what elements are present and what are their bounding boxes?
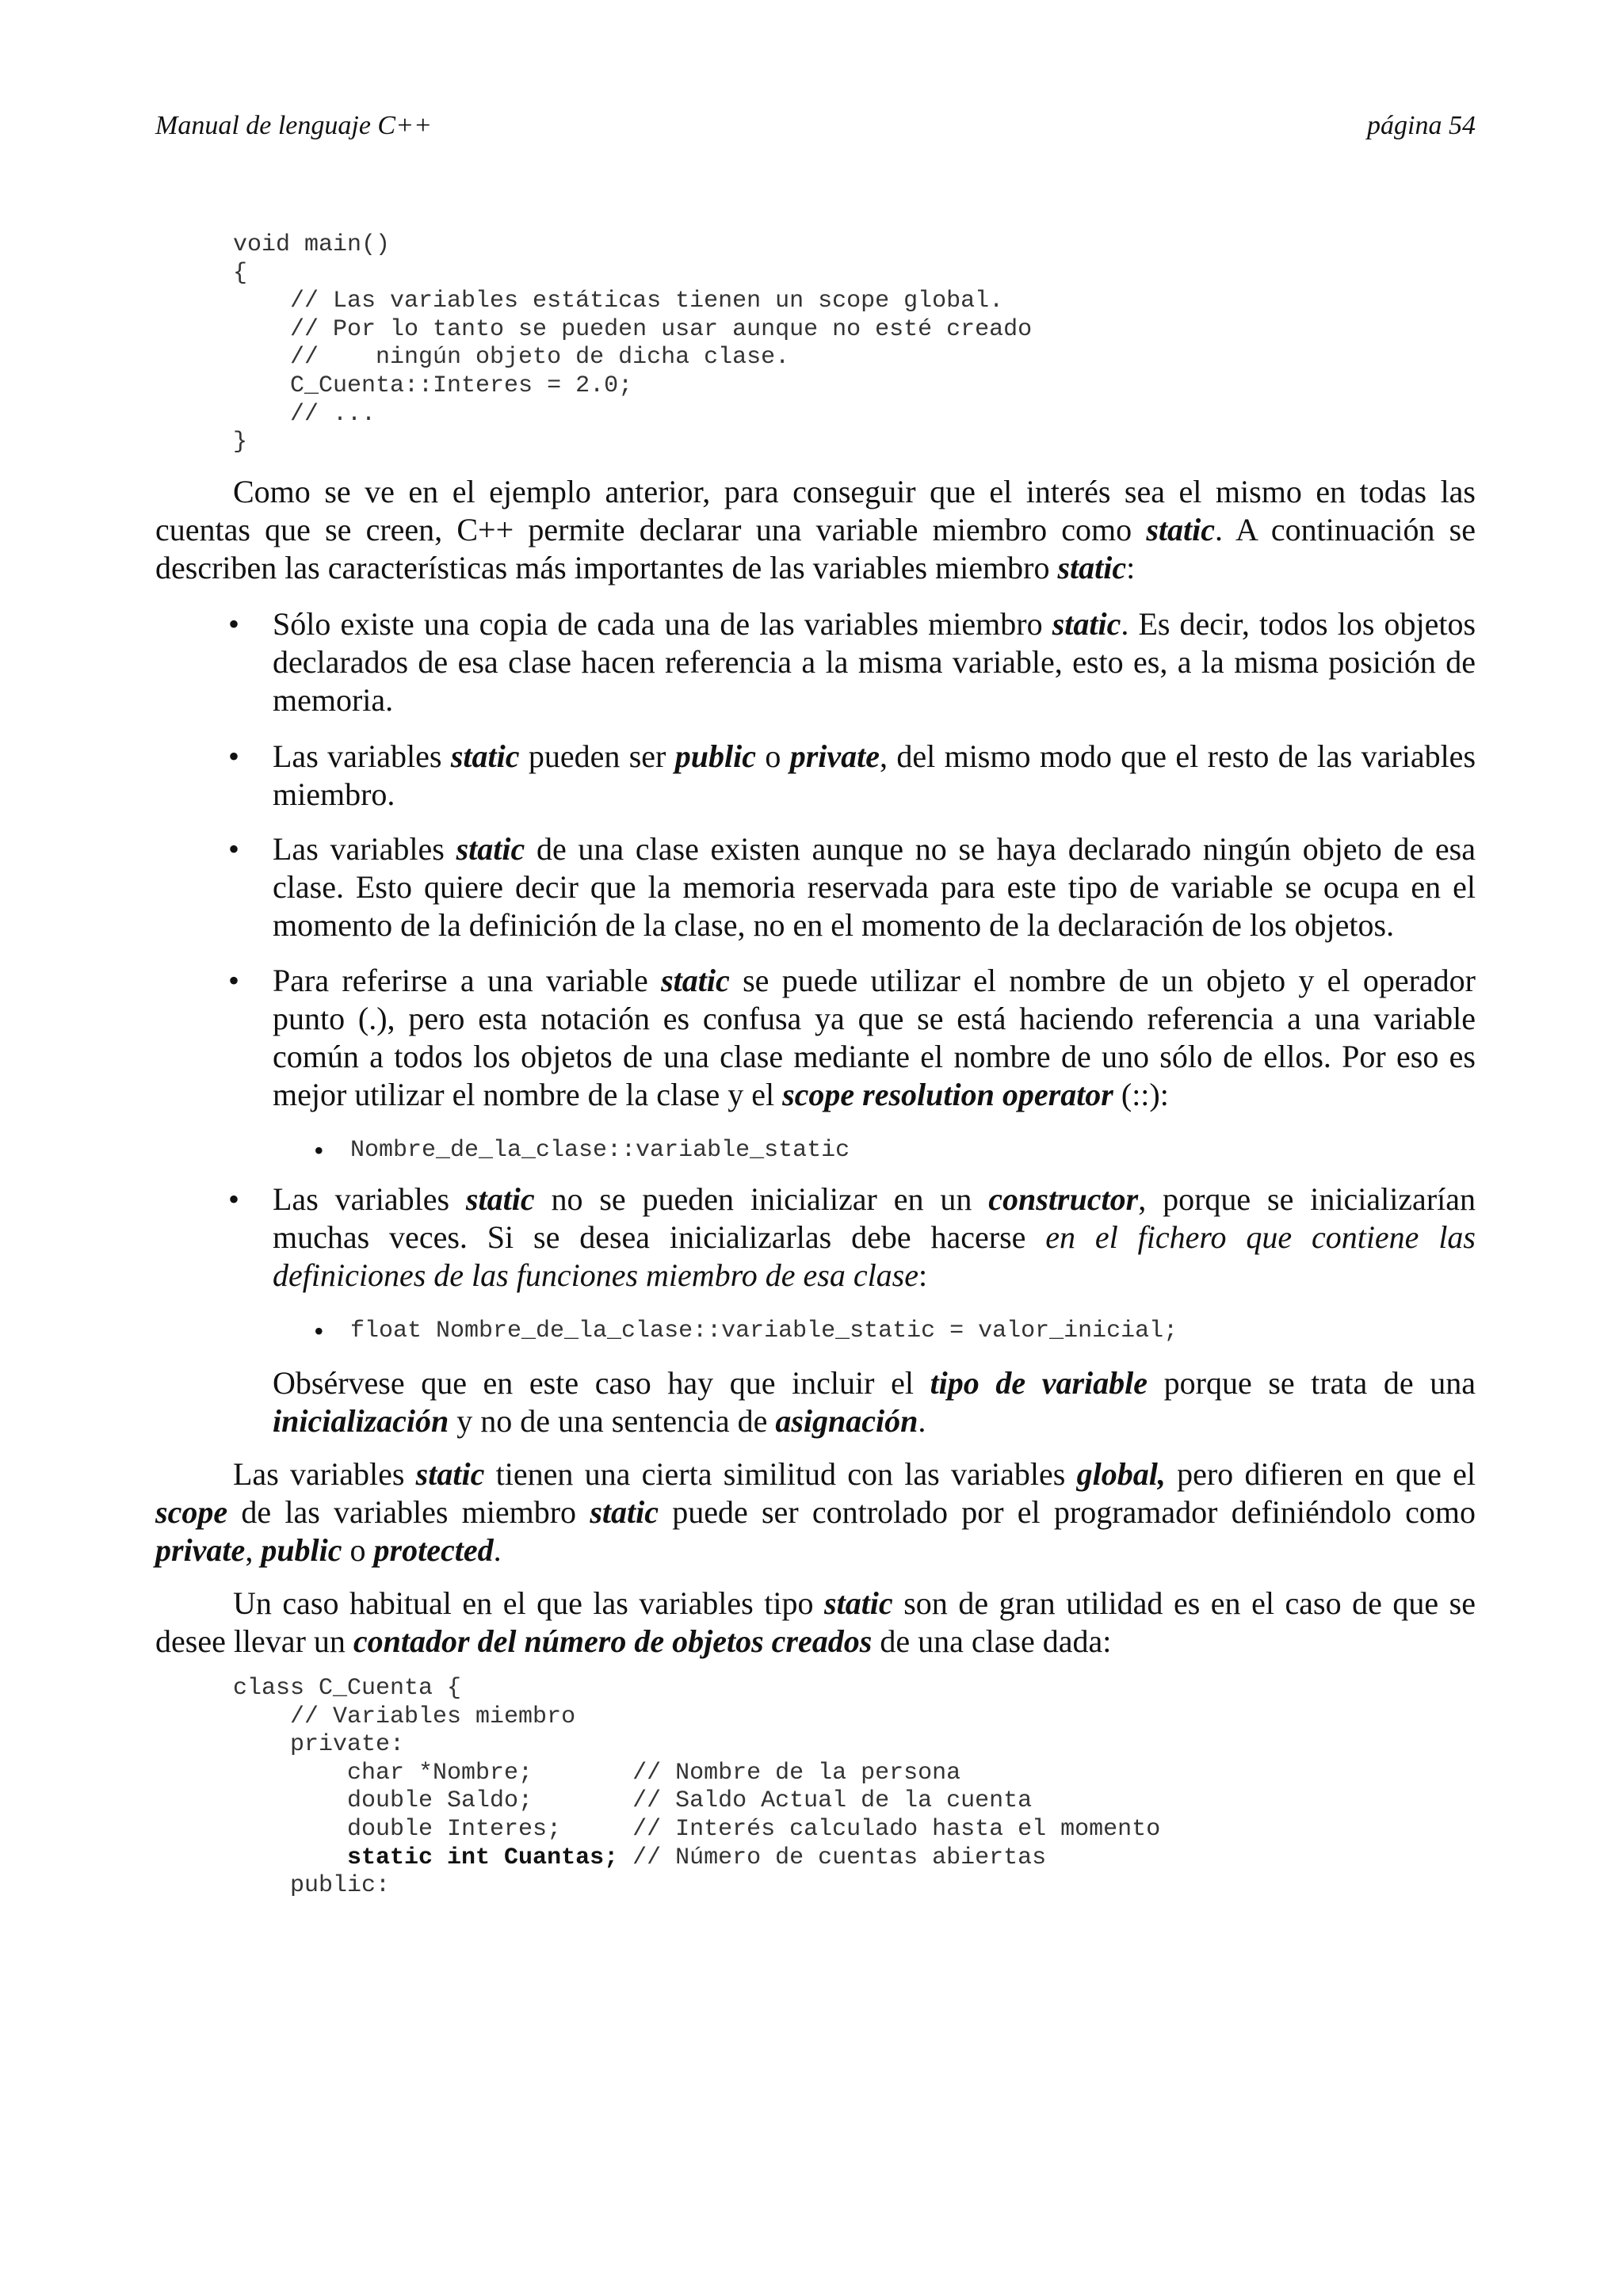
code-line: // ... [233, 400, 376, 428]
bullet-single-copy: • Sólo existe una copia de cada una de las variables miembro static. Es decir, todos los objetos declarados de esa clase hacen referencia a la misma variable, esto es, a la misma posición de memoria. [228, 606, 1476, 718]
code-line: public: [233, 1872, 391, 1900]
header-page-number: página 54 [1367, 111, 1476, 140]
code-comment: // Número de cuentas abiertas [618, 1844, 1047, 1871]
code-block-main [233, 231, 1032, 457]
code-line: } [233, 429, 248, 456]
bullet-icon: • [314, 1135, 324, 1166]
paragraph-static-intro: Como se ve en el ejemplo anterior, para conseguir que el interés sea el mismo en todas las cuentas que se creen, C++ permite declarar una variable miembro como static. A continuación se describen las características más importantes de las variables miembro static: [155, 474, 1476, 585]
code-line: // Por lo tanto se pueden usar aunque no esté creado [233, 315, 1033, 343]
paragraph-global-comparison: Las variables static tienen una cierta similitud con las variables global, pero difieren en que el scope de las variables miembro static puede ser controlado por el programador definiéndolo como private, public o protected. [155, 1456, 1476, 1568]
bullet-initialization: • Las variables static no se pueden inicializar en un constructor, porque se inicializarían muchas veces. Si se desea inicializarlas debe hacerse en el fichero que contiene las definiciones de las funciones miembro de esa clase: [228, 1181, 1476, 1293]
bullet-icon: • [228, 606, 240, 642]
sub-bullet-syntax-init: • float Nombre_de_la_clase::variable_static = valor_inicial; [314, 1315, 1178, 1347]
sub-bullet-syntax-access: • Nombre_de_la_clase::variable_static [314, 1135, 850, 1166]
paragraph-counter-example: Un caso habitual en el que las variables tipo static son de gran utilidad es en el caso de que se desee llevar un contador del número de objetos creados de una clase dada: [155, 1585, 1476, 1659]
code-line: private: [233, 1731, 405, 1759]
code-line: // ningún objeto de dicha clase. [233, 344, 790, 372]
header-title: Manual de lenguaje C++ [155, 111, 432, 140]
page-header [155, 111, 1476, 151]
code-line: class C_Cuenta { [233, 1675, 462, 1702]
code-line: double Saldo; // Saldo Actual de la cuenta [233, 1787, 1033, 1815]
code-line: char *Nombre; // Nombre de la persona [233, 1759, 961, 1787]
code-line: C_Cuenta::Interes = 2.0; [233, 372, 633, 399]
bullet-icon: • [228, 1181, 240, 1217]
bullet-icon: • [228, 963, 240, 998]
bullet-icon: • [228, 831, 240, 867]
bullet-public-private: • Las variables static pueden ser public o private, del mismo modo que el resto de las variables miembro. [228, 738, 1476, 812]
code-line: // Variables miembro [233, 1703, 576, 1730]
bullet-icon: • [314, 1315, 324, 1347]
code-block-class [233, 1675, 1160, 1901]
bullet-icon: • [228, 738, 240, 774]
code-line: double Interes; // Interés calculado hasta el momento [233, 1815, 1161, 1843]
bullet-existence: • Las variables static de una clase existen aunque no se haya declarado ningún objeto de esa clase. Esto quiere decir que la memoria reservada para este tipo de variable se ocupa en el momento de la definición de la clase, no en el momento de la declaración de los objetos. [228, 831, 1476, 943]
code-line: // Las variables estáticas tienen un scope global. [233, 288, 1004, 315]
note-initialization: Obsérvese que en este caso hay que incluir el tipo de variable porque se trata de una inicialización y no de una sentencia de asignación. [273, 1365, 1476, 1439]
code-line [233, 1844, 1046, 1871]
bullet-scope-resolution: • Para referirse a una variable static se puede utilizar el nombre de un objeto y el operador punto (.), pero esta notación es confusa ya que se está haciendo referencia a una variable común a todos los objetos de una clase mediante el nombre de uno sólo de ellos. Por eso es mejor utilizar el nombre de la clase y el scope resolution operator (::): [228, 963, 1476, 1112]
code-line: { [233, 259, 248, 287]
code-line: void main() [233, 231, 391, 258]
code-bold-declaration: static int Cuantas; [233, 1844, 619, 1871]
